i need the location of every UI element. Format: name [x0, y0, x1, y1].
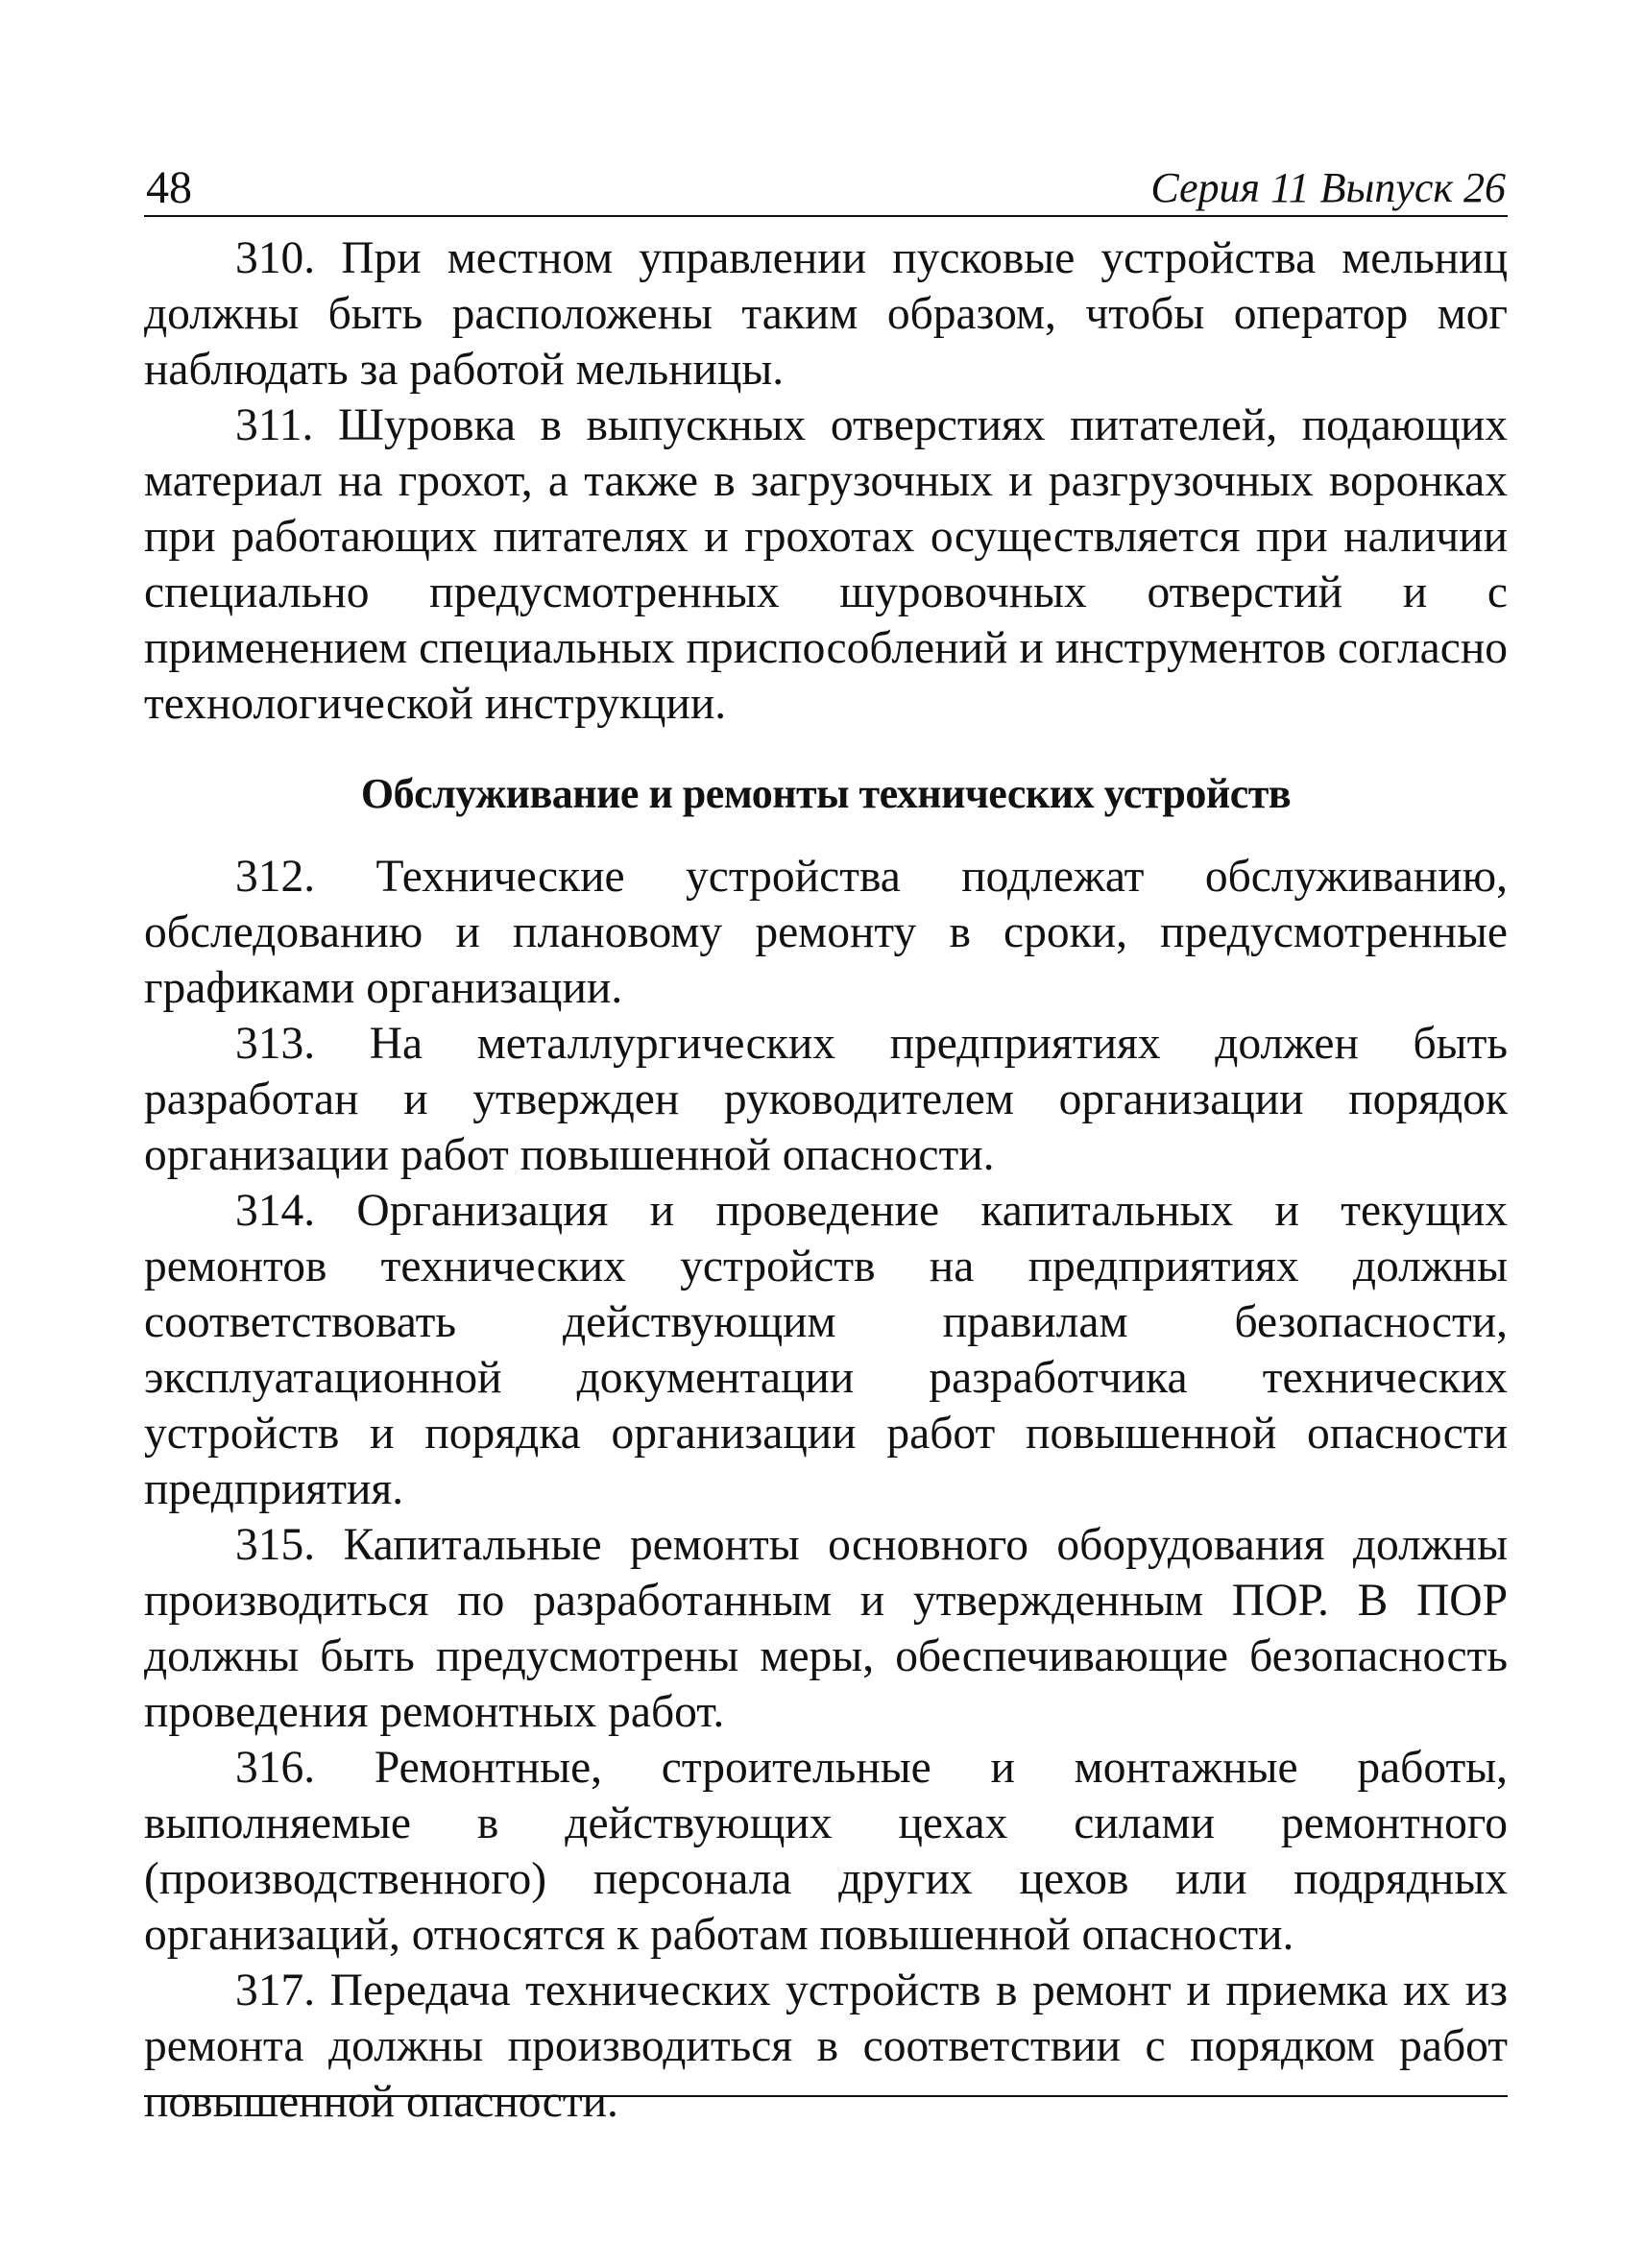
document-page [144, 144, 1508, 2130]
page-header [144, 144, 1508, 217]
paragraph-310: 310. При местном управлении пусковые устройства мельниц должны быть расположены таким образом, чтобы оператор мог наблюдать за работой мельницы. [144, 233, 1508, 395]
paragraph-317: 317. Передача технических устройств в ремонт и приемка их из ремонта должны производиться в соответствии с порядком работ повышенной опасности. [144, 1966, 1508, 2127]
paragraph-312: 312. Технические устройства подлежат обслуживанию, обследованию и плановому ремонту в сроки, предусмотренные графиками организации. [144, 852, 1508, 1013]
series-title: Серия 11 Выпуск 26 [1150, 164, 1506, 211]
page-number: 48 [146, 162, 192, 213]
paragraph-316: 316. Ремонтные, строительные и монтажные работы, выполняемые в действующих цехах силами ремонтного (производственного) персонала других цехов или подрядных организаций, относятся к работам повышенной опасности. [144, 1743, 1508, 1960]
paragraph-315: 315. Капитальные ремонты основного оборудования должны производиться по разработанным и утвержденным ПОР. В ПОР должны быть предусмотрены меры, обеспечивающие безопасность проведения ремонтных работ. [144, 1520, 1508, 1737]
footer-rule [144, 2095, 1508, 2097]
paragraph-314: 314. Организация и проведение капитальных и текущих ремонтов технических устройств на предприятиях должны соответствовать действующим правилам безопасности, эксплуатационной документации разработчика технических устройств и порядка организации работ повышенной опасности предприятия. [144, 1186, 1508, 1514]
paragraph-311: 311. Шуровка в выпускных отверстиях питателей, подающих материал на грохот, а также в загрузочных и разгрузочных воронках при работающих питателях и грохотах осуществляется при наличии специально предусмотренных шуровочных отверстий и с применением специальных приспособлений и инструментов согласно технологической инструкции. [144, 400, 1508, 729]
section-heading: Обслуживание и ремонты технических устройств [360, 770, 1292, 817]
document-body [144, 217, 1508, 2130]
paragraph-313: 313. На металлургических предприятиях должен быть разработан и утвержден руководителем организации порядок организации работ повышенной опасности. [144, 1019, 1508, 1180]
